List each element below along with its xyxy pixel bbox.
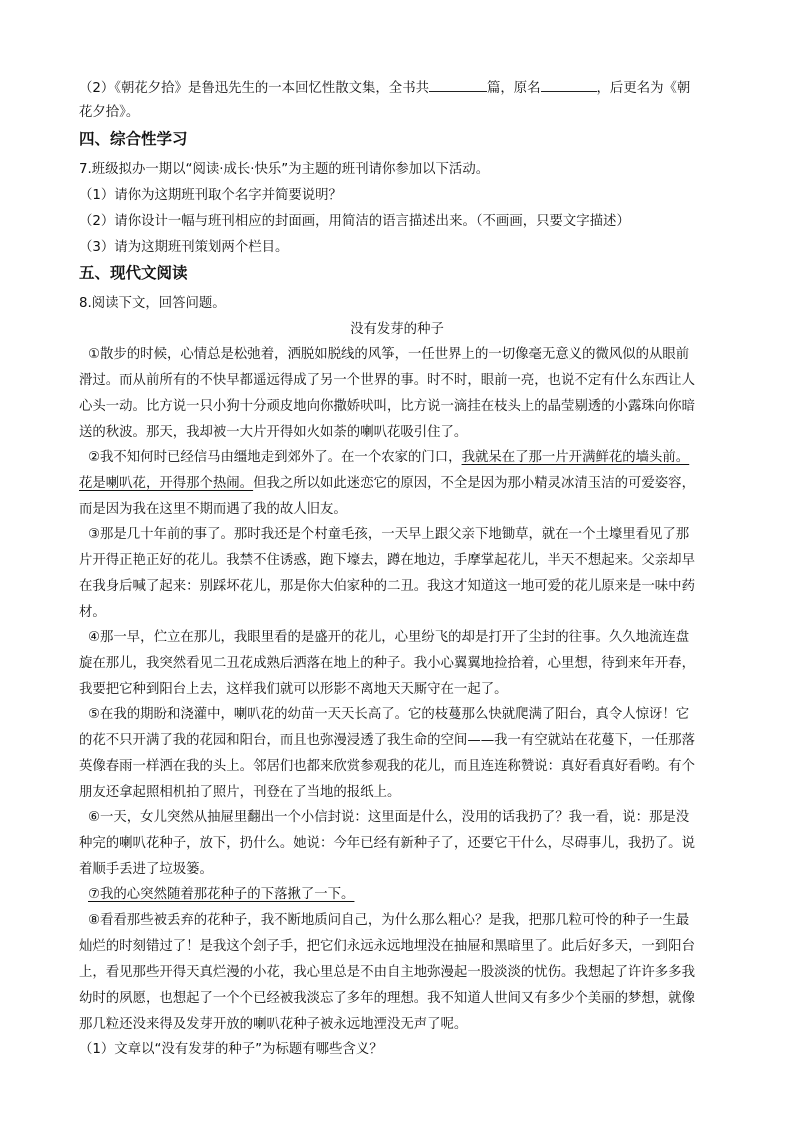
section-4-heading: 四、综合性学习 <box>79 130 188 148</box>
p7-line1 <box>88 885 354 905</box>
p4-line2: 旋在那儿，我突然看见二丑花成熟后洒落在地上的种子。我小心翼翼地捡拾着，心里想，待到来年开春， <box>79 656 695 671</box>
p3-line4: 材。 <box>79 605 106 620</box>
p8-line5: 那几粒还没来得及发芽开放的喇叭花种子被永远地湮没无声了呢。 <box>79 1017 468 1032</box>
p1-line1: ①散步的时候，心情总是松弛着，洒脱如脱线的风筝，一任世界上的一切像毫无意义的微风似的从眼前 <box>88 347 690 362</box>
p5-line4: 朋友还拿起照相机拍了照片，刊登在了当地的报纸上。 <box>79 785 401 800</box>
p3-line1: ③那是几十年前的事了。那时我还是个村童毛孩，一天早上跟父亲下地锄草，就在一个土壕里看见了那 <box>88 527 690 542</box>
p2-line2: 花是喇叭花，开得那个热闹。但我之所以如此迷恋它的原因，不全是因为那小精灵冰清玉洁的可爱姿容， <box>79 476 695 491</box>
p8-line2: 灿烂的时刻错过了！是我这个刽子手，把它们永远永远地埋没在抽屉和黑暗里了。此后好多天，一到阳台 <box>79 939 695 954</box>
p4-line3: 我要把它种到阳台上去，这样我们就可以形影不离地天天厮守在一起了。 <box>79 682 508 697</box>
q7-sub3: （3）请为这期班刊策划两个栏目。 <box>79 240 289 255</box>
p2-line1: ②我不知何时已经信马由缰地走到郊外了。在一个农家的门口，我就呆在了那一片开满鲜花的墙头前。 <box>88 450 690 465</box>
q7-sub2: （2）请你设计一幅与班刊相应的封面画，用简洁的语言描述出来。（不画画，只要文字描述） <box>79 214 630 229</box>
article-title: 没有发芽的种子 <box>350 322 444 337</box>
p5-line1: ⑤在我的期盼和浇灌中，喇叭花的幼苗一天天长高了。它的枝蔓那么快就爬满了阳台，真令人惊讶！它 <box>88 707 690 722</box>
q6-part2-line2: 花夕拾》。 <box>79 105 140 120</box>
p8-line1: ⑧看看那些被丢弃的花种子，我不断地质问自己，为什么那么粗心？是我，把那几粒可怜的种子一生最 <box>88 913 690 928</box>
section-5-heading: 五、现代文阅读 <box>79 264 188 282</box>
q8-stem: 8.阅读下文，回答问题。 <box>79 296 226 311</box>
underlined-sentence-a: 我就呆在了那一片开满鲜花的墙头前。 <box>461 450 690 465</box>
q7-sub1: （1）请你为这期班刊取个名字并简要说明？ <box>79 188 342 203</box>
p6-line2: 种完的喇叭花种子，放下，扔什么。她说：今年已经有新种子了，还要它干什么，尽碍事儿，我扔了。说 <box>79 836 695 851</box>
p3-line3: 在我身后喊了起来：别踩坏花儿，那是你大伯家种的二丑。我这才知道这一地可爱的花儿原来是一味中药 <box>79 579 695 594</box>
q7-stem: 7.班级拟办一期以“阅读·成长·快乐”为主题的班刊请你参加以下活动。 <box>79 162 490 177</box>
p3-line2: 片开得正艳正好的花儿。我禁不住诱惑，跑下壕去，蹲在地边，手摩掌起花儿，半天不想起来。父亲却早 <box>79 553 695 568</box>
underlined-sentence-b: 花是喇叭花，开得那个热闹。 <box>79 476 254 491</box>
q8-sub1: （1）文章以“没有发芽的种子”为标题有哪些含义？ <box>79 1042 383 1057</box>
p4-line1: ④那一早，伫立在那儿，我眼里看的是盛开的花儿，心里纷飞的却是打开了尘封的往事。久久地流连盘 <box>88 630 690 645</box>
fill-blank-count[interactable] <box>429 77 487 92</box>
p6-line1: ⑥一天，女儿突然从抽屉里翻出一个小信封说：这里面是什么，没用的话我扔了？我一看，说：那是没 <box>88 810 690 825</box>
p5-line2: 的花不只开满了我的花园和阳台，而且也弥漫浸透了我生命的空间——我一有空就站在花蔓下，一任那落 <box>79 733 695 748</box>
p5-line3: 英像春雨一样洒在我的头上。邻居们也都来欣赏参观我的花儿，而且连连称赞说：真好看真好看哟。有个 <box>79 759 695 774</box>
p1-line2: 滑过。而从前所有的不快早都遥远得成了另一个世界的事。时不时，眼前一亮，也说不定有什么东西让人 <box>79 373 695 388</box>
q6-part2-line1: （2）《朝花夕拾》是鲁迅先生的一本回忆性散文集，全书共 篇，原名 ，后更名为《朝 <box>79 77 690 99</box>
p8-line3: 上，看见那些开得天真烂漫的小花，我心里总是不由自主地弥漫起一股淡淡的忧伤。我想起了许许多多我 <box>79 965 695 980</box>
fill-blank-original-name[interactable] <box>541 77 597 92</box>
p1-line4: 送的秋波。那天，我却被一大片开得如火如荼的喇叭花吸引住了。 <box>79 425 468 440</box>
p2-line3: 而是因为我在这里不期而遇了我的故人旧友。 <box>79 502 347 517</box>
p1-line3: 心头一动。比方说一只小狗十分顽皮地向你撒娇吠叫，比方说一滴挂在枝头上的晶莹剔透的小露珠向你暗 <box>79 399 695 414</box>
p6-line3: 着顺手丢进了垃圾篓。 <box>79 862 213 877</box>
underlined-sentence-c: ⑦我的心突然随着那花种子的下落揪了一下。 <box>88 887 355 902</box>
p8-line4: 幼时的夙愿，也想起了一个个已经被我淡忘了多年的理想。我不知道人世间又有多少个美丽的梦想，就像 <box>79 991 695 1006</box>
